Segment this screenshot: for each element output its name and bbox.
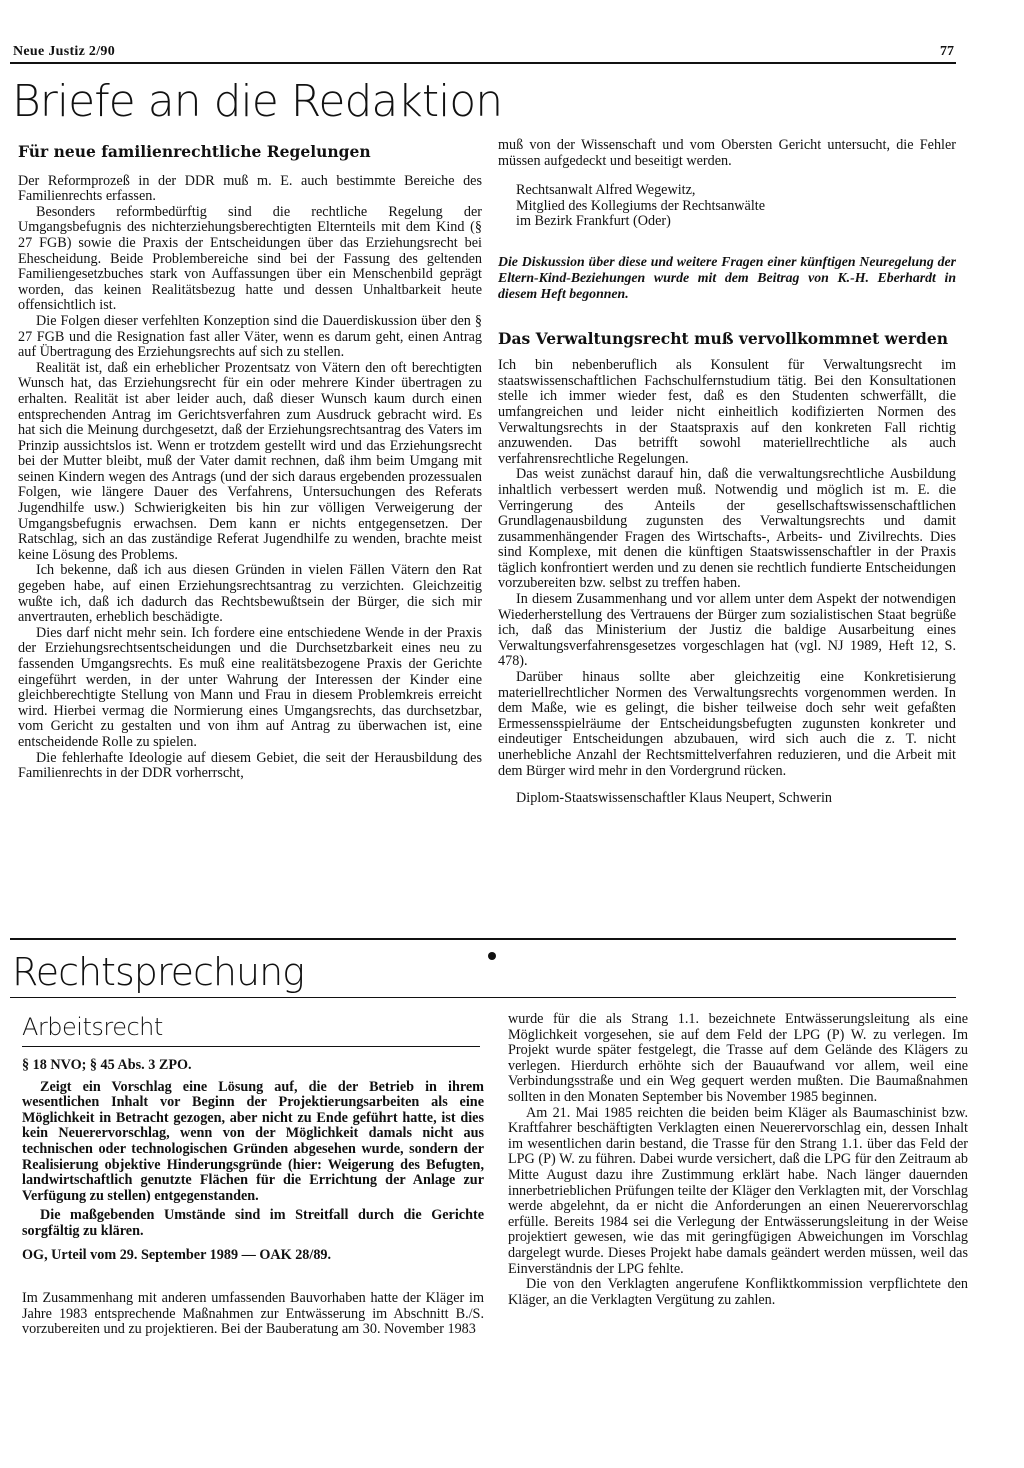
headnote: Zeigt ein Vorschlag eine Lösung auf, die der Betrieb in ihrem wesentlichen Inhalt vor Beginn der Projektierungsarbeiten als eine Möglichkeit in Betracht gezogen, aber nicht zu Ende geführt hatte, ist dies kein Neuerervorschlag, wenn von der Möglichkeit damals nicht aus technischen oder technologischen Gründen abgesehen wurde, sondern der Realisierung objektive Hinderungsgründe (hier: Weigerung des Befugten, landwirtschaftlich genutzte Flächen für die Errichtung der Anlage zur Verfügung zu stellen) entgegenstanden. xyxy=(22,1078,484,1204)
letter1-column xyxy=(18,144,482,782)
continuation-text: muß von der Wissenschaft und vom Obersten Gericht untersucht, die Fehler müssen aufgedeckt und beseitigt werden. xyxy=(498,137,956,169)
paragraph: Ich bekenne, daß ich aus diesen Gründen in vielen Fällen Vätern den Rat gegeben habe, auf einen Erziehungsrechtsantrag zu verzichten. Gleichzeitig wußte ich, daß ich dadurch das Rechtsbewußtsein der Bürger, die sich mir anvertrauten, erheblich beschädigte. xyxy=(18,562,482,626)
paragraph: Der Reformprozeß in der DDR muß m. E. auch bestimmte Bereiche des Familienrechts erfassen. xyxy=(18,172,482,205)
signature-line: im Bezirk Frankfurt (Oder) xyxy=(516,213,671,230)
editorial-note: Die Diskussion über diese und weitere Fragen einer künftigen Neuregelung der Eltern-Kind-Beziehungen wurde mit dem Beitrag von K.-H. Eberhardt in diesem Heft begonnen. xyxy=(498,253,956,302)
signature-line: Rechtsanwalt Alfred Wegewitz, xyxy=(516,182,696,199)
decorative-dot xyxy=(488,952,496,960)
paragraph: Die fehlerhafte Ideologie auf diesem Gebiet, die seit der Herausbildung des Familienrechts in der DDR vorherrscht, xyxy=(18,749,482,782)
paragraph: Darüber hinaus sollte aber gleichzeitig eine Konkretisierung materiellrechtlicher Normen des Verwaltungsrechts vorgenommen werden. In dem Maße, wie es gelingt, die bisher teilweise doch sehr weit gefaßten Ermessensspielräume der Entscheidungsbefugten zugunsten konkreter und eindeutiger Entscheidungen abzubauen, wird sich auch die z. T. nicht unerhebliche Anzahl der Rechtsmittelverfahren reduzieren, und die Arbeit mit dem Bürger wird mehr in den Vordergrund rücken. xyxy=(498,669,956,779)
subsection-rule xyxy=(22,1046,480,1047)
decision-right-column xyxy=(508,1012,968,1308)
headnote: Die maßgebenden Umstände sind im Streitfall durch die Gerichte sorgfältig zu klären. xyxy=(22,1207,484,1239)
paragraph: Am 21. Mai 1985 reichten die beiden beim Kläger als Baumaschinist bzw. Kraftfahrer beschäftigten Verklagten einen Neuerervorschlag ein, dessen Inhalt im wesentlichen darin bestand, die Trasse für den Strang 1.1. über das Feld der LPG (P) W. zu führen. Dabei wurde versichert, daß die LPG für den Zeitraum ab Mitte August dazu ihre Zustimmung erklärt habe. Nach länger dauernden innerbetrieblichen Prüfungen teilte der Kläger den Verklagten mit, der Vorschlag werde abgelehnt, da er nicht die Anforderungen an einen Neuerervorschlag erfülle. Bereits 1984 sei die Verlegung der Entwässerungsleitung in der Weise projektiert gewesen, wie das mit geringfügigen Abweichungen im Vorschlag dargelegt wurde. Dieses Projekt habe damals geändert werden müssen, weil das Einverständnis der LPG fehlte. xyxy=(508,1104,968,1277)
paragraph: Realität ist, daß ein erheblicher Prozentsatz von Vätern den oft berechtigten Wunsch hat, das Erziehungsrecht für ein oder mehrere Kinder übertragen zu erhalten. Realität ist aber leider auch, daß dieser Wunsch kaum durch einen entsprechenden Antrag im Gerichtsverfahren zum Ausdruck gebracht wird. Es hat sich die Meinung durchgesetzt, daß der Erziehungsrechtsantrag des Vaters im Prinzip aussichtslos ist. Wenn er trotzdem gestellt wird und das Erziehungsrecht bei der Mutter bleibt, muß der Vater damit rechnen, daß ihm beim Umgang mit seinen Kindern wegen des Antrags (und der sich daraus ergebenden prozessualen Folgen, wie längere Dauer des Verfahrens, Untersuchungen des Referats Jugendhilfe usw.) Schwierigkeiten bis hin zur völligen Verweigerung der Umgangsbefugnis erwachsen. Dem kann er nichts entgegensetzen. Der Ratschlag, sich an das zuständige Referat Jugendhilfe zu wenden, brachte meist keine Lösung des Problems. xyxy=(18,359,482,563)
section-title-briefe: Briefe an die Redaktion xyxy=(12,76,503,127)
law-reference: § 18 NVO; § 45 Abs. 3 ZPO. xyxy=(22,1057,192,1073)
paragraph: Im Zusammenhang mit anderen umfassenden Bauvorhaben hatte der Kläger im Jahre 1983 entsprechende Maßnahmen zur Entwässerung im Abschnitt B./S. vorzubereiten und zu projektieren. Bei der Bauberatung am 30. November 1983 xyxy=(22,1290,484,1338)
paragraph: Das weist zunächst darauf hin, daß die verwaltungsrechtliche Ausbildung inhaltlich verbessert werden muß. Notwendig und möglich ist m. E. die Verringerung des Anteils der gesellschaftswissenschaftlichen Grundlagenausbildung zugunsten des Verwaltungsrechts und damit zusammenhängender Fragen des Wirtschafts-, Arbeits- und Zivilrechts. Dies sind Komplexe, mit denen die künftigen Staatswissenschaftler in der Praxis täglich konfrontiert werden und zu denen sie rechtlich fundierte Entscheidungen vorzubereiten bzw. selbst zu treffen haben. xyxy=(498,466,956,592)
page-number: 77 xyxy=(940,44,954,59)
paragraph: In diesem Zusammenhang und vor allem unter dem Aspekt der notwendigen Wiederherstellung des Vertrauens der Bürger zum sozialistischen Staat begrüße ich, daß das Ministerium der Justiz die baldige Ausarbeitung eines Verwaltungsverfahrensgesetzes vorgeschlagen hat (vgl. NJ 1989, Heft 12, S. 478). xyxy=(498,591,956,670)
decision-left-column xyxy=(22,1058,484,1338)
paragraph: Dies darf nicht mehr sein. Ich fordere eine entschiedene Wende in der Praxis der Erziehungsrechtsentscheidungen und die Durchsetzbarkeit eines neu zu fassenden Umgangsrechts. Es muß eine realitätsbezogene Praxis der Gerichte eingeführt werden, in der unter Wahrung der Interessen der Kinder eine gleichberechtigte Stellung von Mann und Frau in diesem Problemkreis erreicht wird. Hierbei vermag die Normierung eines Umgangsrechts, das durchsetzbar, vom Gericht zu gestalten und von ihm auf Antrag zu überwachen ist, eine entscheidende Rolle zu spielen. xyxy=(18,624,482,750)
letter2-heading: Das Verwaltungsrecht muß vervollkommnet werden xyxy=(498,328,948,348)
signature-line: Mitglied des Kollegiums der Rechtsanwälte xyxy=(516,197,766,214)
journal-header: Neue Justiz 2/90 xyxy=(13,44,116,59)
section-title-rechtsprechung: Rechtsprechung xyxy=(12,950,304,994)
paragraph: Besonders reformbedürftig sind die rechtliche Regelung der Umgangsbefugnis des nichterziehungsberechtigten Elternteils mit dem Kind (§ 27 FGB) sowie die Praxis der Entscheidungen über das Erziehungsrecht bei Ehescheidung. Beide Problembereiche sind bei der Fassung des geltenden Familiengesetzbuches stark von Auffassungen über ein Menschenbild geprägt worden, das keinen Realitätsbezug hatte und dessen Unhaltbarkeit heute offensichtlich ist. xyxy=(18,203,482,314)
citation: OG, Urteil vom 29. September 1989 — OAK 28/89. xyxy=(22,1246,332,1263)
paragraph: Die von den Verklagten angerufene Konfliktkommission verpflichtete den Kläger, an die Verklagten Vergütung zu zahlen. xyxy=(508,1276,968,1308)
section-rule xyxy=(10,997,956,998)
subsection-title: Arbeitsrecht xyxy=(22,1013,163,1041)
paragraph: wurde für die als Strang 1.1. bezeichnete Entwässerungsleitung als eine Möglichkeit vorgesehen, sie auf dem Feld der LPG (P) W. zu verlegen. Im Projekt wurde später festgelegt, die Trasse auf dem Gelände des Klägers zu verlegen. Hierdurch erhöhte sich der Bauaufwand vor allem, weil eine Verbindungsstraße und ein Weg gequert werden mußten. Die Baumaßnahmen sollten in den Monaten September bis November 1985 beginnen. xyxy=(508,1011,968,1105)
paragraph: Die Folgen dieser verfehlten Konzeption sind die Dauerdiskussion über den § 27 FGB und die Resignation fast aller Väter, wenn es darum geht, einen Antrag auf Übertragung des Erziehungsrechts auf sich zu stellen. xyxy=(18,312,482,361)
paragraph: Ich bin nebenberuflich als Konsulent für Verwaltungsrecht im staatswissenschaftlichen Fachschulfernstudium tätig. Bei den Konsultationen stelle ich immer wieder fest, daß es den Studenten schwerfällt, die umfangreichen und leider nicht einheitlich kodifizierten Normen des Verwaltungsrechts in der Staatspraxis auf den konkreten Fall richtig anzuwenden. Das betrifft sowohl materiellrechtliche als auch verfahrensrechtliche Regelungen. xyxy=(498,357,956,467)
header-rule xyxy=(10,62,956,64)
signature-line: Diplom-Staatswissenschaftler Klaus Neupert, Schwerin xyxy=(516,790,832,807)
section-rule xyxy=(10,938,956,940)
letter1-heading: Für neue familienrechtliche Regelungen xyxy=(18,142,371,161)
letter2-column xyxy=(498,138,956,807)
